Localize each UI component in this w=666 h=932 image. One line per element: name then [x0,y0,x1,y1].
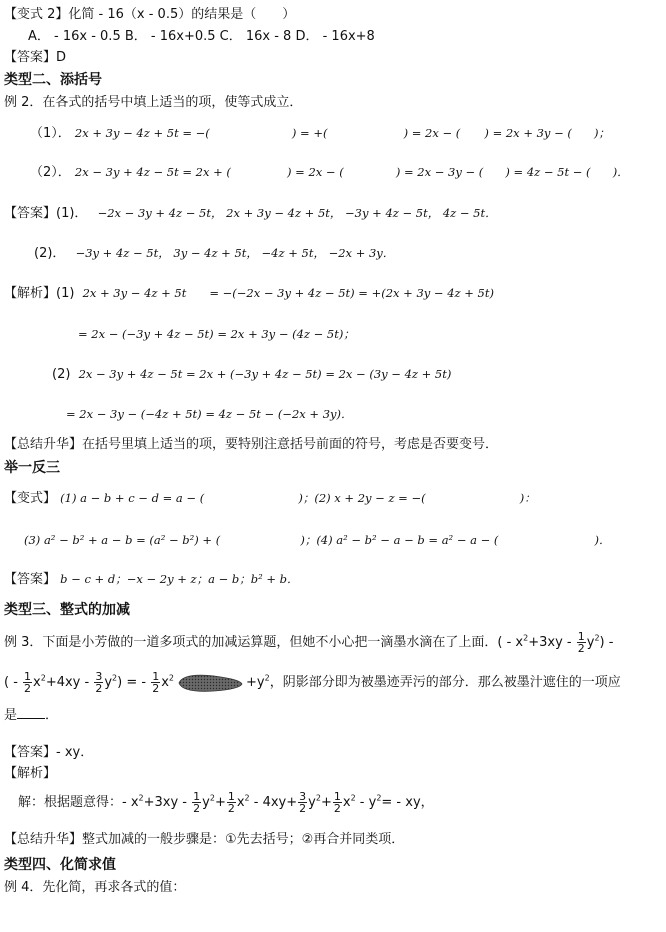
type3-summary: 【总结升华】整式加减的一般步骤是：①先去括号；②再合并同类项． [4,832,405,847]
type2-example: 例 2．在各式的括号中填上适当的项，使等式成立． [4,95,303,110]
type2-problem2 [30,163,629,182]
example3-l2-h: ，阴影部分即为被墨迹弄污的部分．那么被墨汁遮住的一项应 [269,675,621,690]
solution-a: 解：根据题意得：- x [18,795,139,810]
sup: 2 [350,793,356,803]
analysis-part2-label: (2) [52,367,71,382]
practice-item3: (3) a² − b² + a − b = (a² − b²) + ( [24,533,221,547]
example3-l3: 是 [4,708,18,723]
numerator: 1 [577,630,585,643]
sup: 2 [168,673,174,683]
practice-variant-line2 [24,531,611,550]
sup: 2 [244,793,250,803]
practice-variant-line1 [4,489,536,508]
sup: 2 [112,673,118,683]
practice-answer [4,570,299,589]
type3-solution [18,790,434,816]
sup: 2 [315,793,321,803]
type2-analysis-line1 [4,284,494,303]
variant2-answer: 【答案】D [4,50,67,65]
type3-answer: 【答案】- xy． [4,745,94,760]
type4-example: 例 4．先化简，再求各式的值： [4,880,186,895]
numerator: 1 [24,670,32,683]
problem1-part-d: ) = 2x + 3y − ( [484,126,572,140]
type2-summary: 【总结升华】在括号里填上适当的项，要特别注意括号前面的符号，考虑是否要变号． [4,437,499,452]
problem1-label: （1）． [30,126,71,141]
problem1-part-e: )； [594,126,610,140]
numerator: 3 [299,790,307,803]
practice-answer-text: b − c + d；−x − 2y + z；a − b；b² + b． [60,572,299,586]
denominator: 2 [333,802,341,815]
example3-text-c: y [586,635,595,650]
solution-c: y [202,795,210,810]
practice-variant-label: 【变式】 [4,491,57,506]
sup: 2 [264,673,270,683]
example3-text-d: ) - [599,635,614,650]
variant2-options: A． - 16x - 0.5 B． - 16x+0.5 C． 16x - 8 D． - 16x+8 [28,29,375,44]
sup: 2 [40,673,46,683]
problem2-part-d: ) = 4z − 5t − ( [505,165,591,179]
answer1-label: 【答案】(1)． [4,206,88,221]
fraction-three-halves [298,791,307,814]
type3-heading: 类型三、整式的加减 [4,602,130,618]
solution-f: - 4xy+ [249,795,298,810]
example3-l2-g: +y [246,675,265,690]
sup: 2 [594,633,600,643]
fraction-half [23,671,32,694]
sup: 2 [376,793,382,803]
fraction-half [151,671,160,694]
solution-g: y [308,795,316,810]
numerator: 1 [152,670,160,683]
type2-answer2 [34,244,394,263]
denominator: 2 [95,682,103,695]
solution-b: +3xy - [143,795,192,810]
problem2-part-e: )． [612,165,629,179]
solution-k: = - xy， [381,795,434,810]
denominator: 2 [577,642,585,655]
fraction-half [192,791,201,814]
type3-example-line1 [4,630,613,656]
fraction-half [577,631,586,654]
denominator: 2 [24,682,32,695]
type2-heading: 类型二、添括号 [4,72,102,88]
denominator: 2 [299,802,307,815]
type2-problem1 [30,124,610,143]
problem2-label: （2）． [30,165,71,180]
practice-item4-end: )． [594,533,611,547]
sup: 2 [523,633,529,643]
type2-analysis-line4: = 2x − 3y − (−4z + 5t) = 4z − 5t − (−2x + 3y)． [66,407,353,421]
solution-i: x [342,795,351,810]
problem1-part-c: ) = 2x − ( [403,126,461,140]
practice-item2-end: )： [519,491,536,505]
type3-analysis-label: 【解析】 [4,766,57,781]
type2-answer1 [4,204,497,223]
variant2-question: 【变式 2】化简 - 16（x - 0.5）的结果是（ ） [4,7,296,22]
example3-l2-e: ) = - [117,675,151,690]
solution-e: x [236,795,245,810]
answer1-text: −2x − 3y + 4z − 5t， 2x + 3y − 4z + 5t， −3y + 4z − 5t， 4z − 5t． [97,206,497,220]
example3-l2-a: ( - [4,675,23,690]
denominator: 2 [227,802,235,815]
practice-item1: (1) a − b + c − d = a − ( [60,491,205,505]
example3-l2-c: +4xy - [45,675,94,690]
fraction-three-halves [94,671,103,694]
denominator: 2 [152,682,160,695]
analysis-line1: 2x + 3y − 4z + 5t = −(−2x − 3y + 4z − 5t) = +(2x + 3y − 4z + 5t) [82,286,494,300]
example3-text-a: 例 3．下面是小芳做的一道多项式的加减运算题，但她不小心把一滴墨水滴在了上面．( - x [4,635,524,650]
numerator: 1 [227,790,235,803]
numerator: 3 [95,670,103,683]
example3-l2-b: x [33,675,41,690]
problem1-part-b: ) = +( [291,126,328,140]
denominator: 2 [193,802,201,815]
problem2-part-a: 2x − 3y + 4z − 5t = 2x + ( [74,165,231,179]
type3-example-line3 [4,706,58,725]
fraction-half [333,791,342,814]
ink-blot-icon [176,672,244,694]
answer2-label: (2)． [34,246,66,261]
type4-heading: 类型四、化简求值 [4,857,116,873]
example3-l3-end: ． [45,708,59,723]
numerator: 1 [333,790,341,803]
type2-analysis-line3 [52,365,451,384]
sup: 2 [138,793,144,803]
analysis-label: 【解析】(1) [4,286,75,301]
practice-item4: )；(4) a² − b² − a − b = a² − a − ( [300,533,499,547]
fraction-half [227,791,236,814]
numerator: 1 [193,790,201,803]
answer-blank [17,706,45,719]
problem1-part-a: 2x + 3y − 4z + 5t = −( [74,126,210,140]
type3-example-line2 [4,670,621,696]
solution-d: + [214,795,226,810]
solution-j: - y [355,795,377,810]
practice-heading: 举一反三 [4,460,60,476]
practice-item2: )；(2) x + 2y − z = −( [298,491,426,505]
problem2-part-b: ) = 2x − ( [287,165,344,179]
sup: 2 [209,793,215,803]
answer2-text: −3y + 4z − 5t， 3y − 4z + 5t， −4z + 5t， −2x + 3y． [75,246,395,260]
problem2-part-c: ) = 2x − 3y − ( [395,165,484,179]
example3-text-b: +3xy - [528,635,576,650]
example3-l2-d: y [104,675,113,690]
example3-l2-f: x [161,675,169,690]
practice-answer-label: 【答案】 [4,572,57,587]
analysis-line3: 2x − 3y + 4z − 5t = 2x + (−3y + 4z − 5t) = 2x − (3y − 4z + 5t) [78,367,452,381]
type2-analysis-line2: = 2x − (−3y + 4z − 5t) = 2x + 3y − (4z − 5t)； [78,327,355,341]
solution-h: + [320,795,332,810]
